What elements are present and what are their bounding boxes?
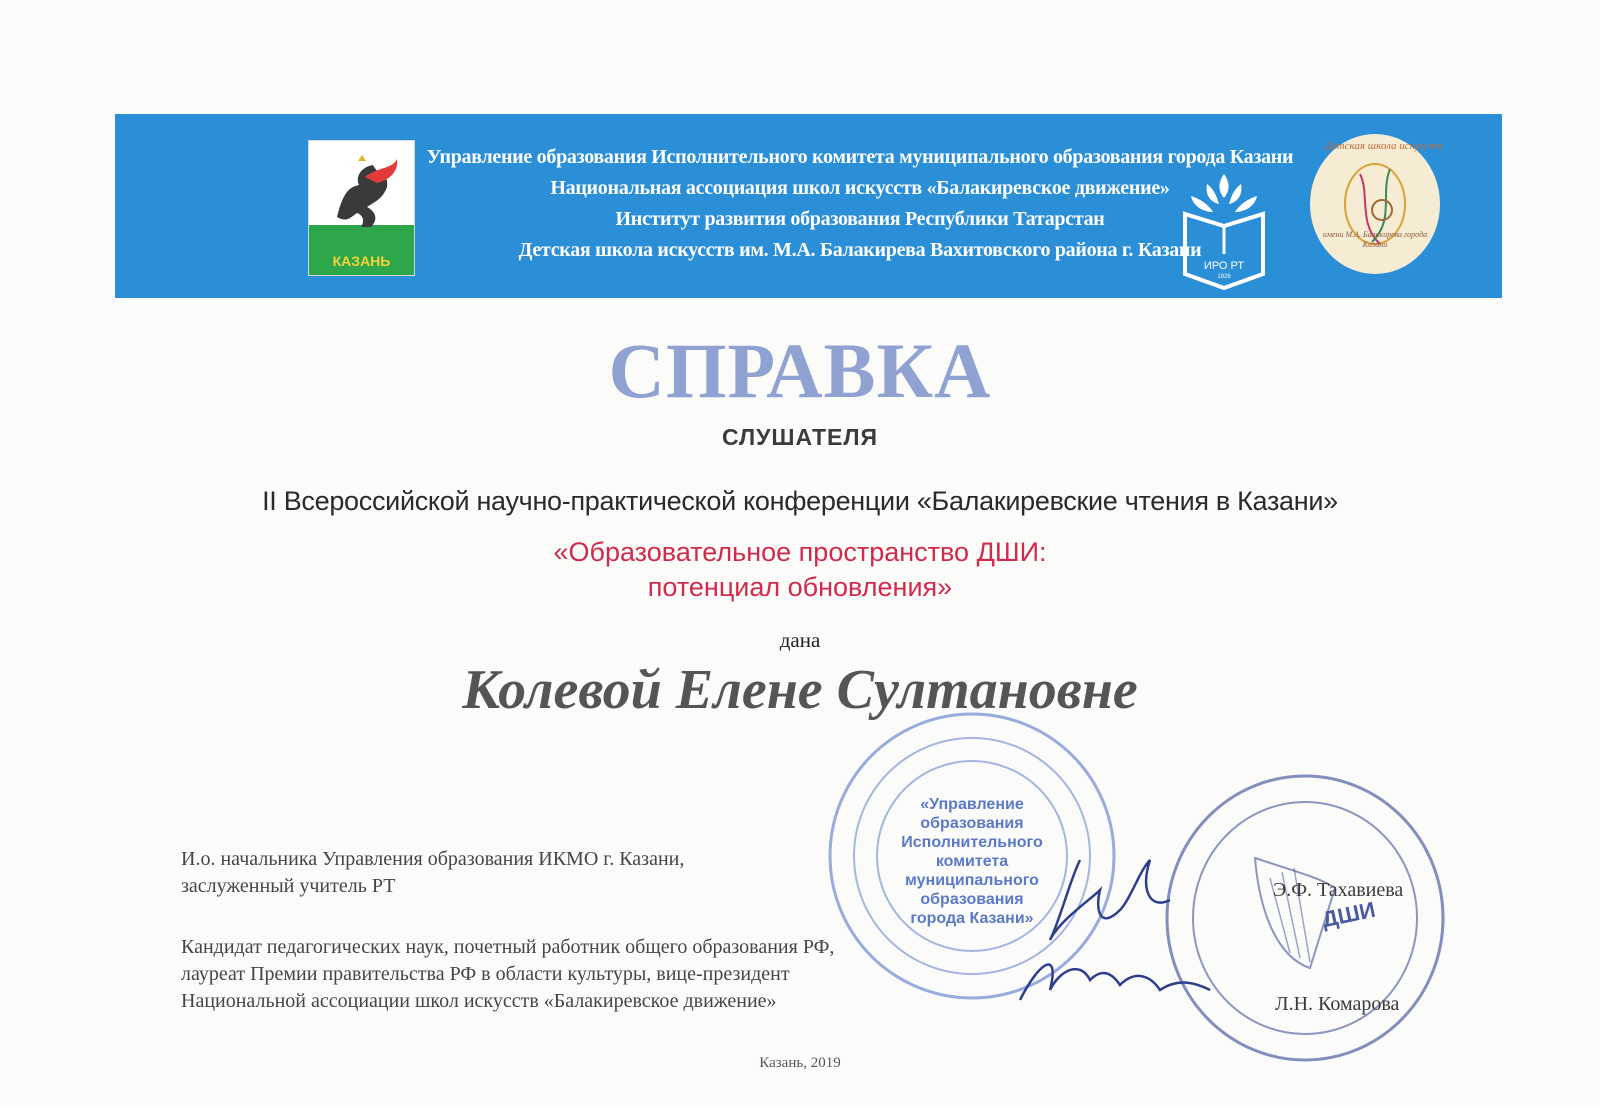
art-school-logo-bottom-text: имени М.А. Балакирева города Казани [1322, 230, 1428, 249]
iro-logo-year: 1926 [1217, 274, 1231, 280]
stamp-line: «Управление [920, 796, 1024, 813]
conference-theme [0, 535, 1600, 605]
art-school-logo-top-text: Детская школа искусств [1325, 140, 1443, 152]
header-banner [115, 114, 1502, 298]
position-line: И.о. начальника Управления образования ИКМО г. Казани, [181, 848, 685, 870]
given-label: дана [779, 628, 821, 652]
organizer-line: Управление образования Исполнительного комитета муниципального образования города Казани [426, 146, 1294, 168]
position-line: Кандидат педагогических наук, почетный работник общего образования РФ, [181, 936, 835, 958]
position-line: Национальной ассоциации школ искусств «Балакиревское движение» [181, 990, 777, 1012]
conference-name: II Всероссийской научно-практической конференции «Балакиревские чтения в Казани» [262, 486, 1338, 516]
kazan-logo-label: КАЗАНЬ [332, 253, 391, 269]
position-line: лауреат Премии правительства РФ в области культуры, вице-президент [181, 963, 790, 985]
position-line: заслуженный учитель РТ [181, 875, 396, 897]
signatory-2-position [181, 934, 834, 1015]
dragon-icon [317, 147, 407, 237]
signatory-2-name: Л.Н. Комарова [1275, 993, 1400, 1015]
organizer-line: Детская школа искусств им. М.А. Балакирева Вахитовского района г. Казани [518, 239, 1202, 261]
stamp-line: муниципального [905, 872, 1039, 889]
iro-logo-label: ИРО РТ [1203, 260, 1245, 272]
stamp-line: комитета [935, 853, 1009, 870]
stamp-line: города Казани» [910, 910, 1034, 927]
theme-line: потенциал обновления» [647, 572, 953, 602]
stamp-line: образования [920, 815, 1024, 832]
organizers-list [415, 142, 1305, 266]
handwritten-signatures-icon [1000, 800, 1240, 1040]
document-subtitle: СЛУШАТЕЛЯ [721, 424, 879, 450]
signatory-1-position [181, 846, 684, 900]
violin-icon [1310, 134, 1443, 274]
theme-line: «Образовательное пространство ДШИ: [553, 537, 1047, 567]
association-stamp-center-text: ДШИ [1319, 896, 1378, 933]
art-school-logo [1310, 134, 1443, 274]
recipient-name: Колевой Елене Султановне [462, 659, 1138, 721]
document-title: СПРАВКА [608, 327, 992, 414]
footer-place-year: Казань, 2019 [759, 1055, 841, 1071]
signatory-1-name: Э.Ф. Тахавиева [1273, 879, 1404, 901]
organizer-line: Национальная ассоциация школ искусств «Балакиревское движение» [550, 177, 1170, 199]
kazan-coat-of-arms-logo [308, 140, 415, 276]
stamp-line: Исполнительного [901, 834, 1043, 851]
organizer-line: Институт развития образования Республики Татарстан [615, 208, 1105, 230]
stamp-line: образования [920, 891, 1024, 908]
